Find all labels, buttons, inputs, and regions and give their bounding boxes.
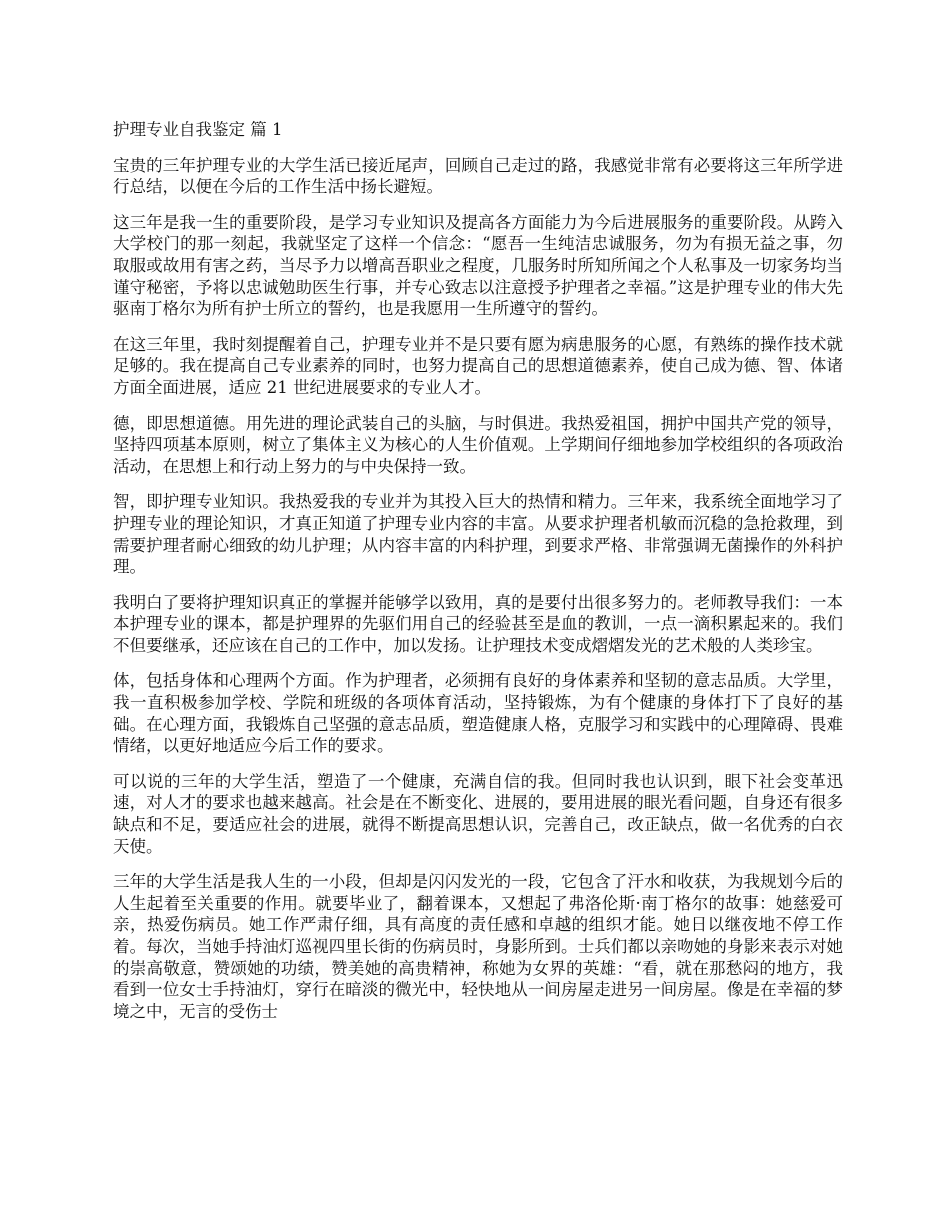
paragraph: 智，即护理专业知识。我热爱我的专业并为其投入巨大的热情和精力。三年来，我系统全面地学习了护理专业的理论知识，才真正知道了护理专业内容的丰富。从要求护理者机敏而沉稳的急抢救理，到需要护理者耐心细致的幼儿护理；从内容丰富的内科护理，到要求严格、非常强调无菌操作的外科护理。 <box>113 492 843 577</box>
paragraph: 宝贵的三年护理专业的大学生活已接近尾声，回顾自己走过的路，我感觉非常有必要将这三年所学进行总结，以便在今后的工作生活中扬长避短。 <box>113 155 843 197</box>
paragraph: 在这三年里，我时刻提醒着自己，护理专业并不是只要有愿为病患服务的心愿，有熟练的操作技术就足够的。我在提高自己专业素养的同时，也努力提高自己的思想道德素养，使自己成为德、智、体诸方面全面进展，适应 21 世纪进展要求的专业人才。 <box>113 334 843 397</box>
paragraph: 可以说的三年的大学生活，塑造了一个健康，充满自信的我。但同时我也认识到，眼下社会变革迅速，对人才的要求也越来越高。社会是在不断变化、进展的，要用进展的眼光看问题，自身还有很多缺点和不足，要适应社会的进展，就得不断提高思想认识，完善自己，改正缺点，做一名优秀的白衣天使。 <box>113 771 843 856</box>
paragraph: 这三年是我一生的重要阶段，是学习专业知识及提高各方面能力为今后进展服务的重要阶段。从跨入大学校门的那一刻起，我就坚定了这样一个信念：“愿吾一生纯洁忠诚服务，勿为有损无益之事，勿取服或故用有害之药，当尽予力以增高吾职业之程度，几服务时所知所闻之个人私事及一切家务均当谨守秘密，予将以忠诚勉助医生行事，并专心致志以注意授予护理者之幸福。”这是护理专业的伟大先驱南丁格尔为所有护士所立的誓约，也是我愿用一生所遵守的誓约。 <box>113 212 843 319</box>
paragraph: 三年的大学生活是我人生的一小段，但却是闪闪发光的一段，它包含了汗水和收获，为我规划今后的人生起着至关重要的作用。就要毕业了，翻着课本，又想起了弗洛伦斯·南丁格尔的故事：她慈爱可亲，热爱伤病员。她工作严肃仔细，具有高度的责任感和卓越的组织才能。她日以继夜地不停工作着。每次，当她手持油灯巡视四里长街的伤病员时，身影所到。士兵们都以亲吻她的身影来表示对她的崇高敬意，赞颂她的功绩，赞美她的高贵精神，称她为女界的英雄：“看，就在那愁闷的地方，我看到一位女士手持油灯，穿行在暗淡的微光中，轻快地从一间房屋走进另一间房屋。像是在幸福的梦境之中，无言的受伤士 <box>113 872 843 1021</box>
paragraph: 德，即思想道德。用先进的理论武装自己的头脑，与时俱进。我热爱祖国，拥护中国共产党的领导，坚持四项基本原则，树立了集体主义为核心的人生价值观。上学期间仔细地参加学校组织的各项政治活动，在思想上和行动上努力的与中央保持一致。 <box>113 413 843 476</box>
document-title: 护理专业自我鉴定 篇 1 <box>113 120 283 139</box>
document-page <box>113 119 843 1036</box>
paragraph: 我明白了要将护理知识真正的掌握并能够学以致用，真的是要付出很多努力的。老师教导我们：一本本护理专业的课本，都是护理界的先驱们用自己的经验甚至是血的教训，一点一滴积累起来的。我们不但要继承，还应该在自己的工作中，加以发扬。让护理技术变成熠熠发光的艺术般的人类珍宝。 <box>113 592 843 655</box>
paragraph: 体，包括身体和心理两个方面。作为护理者，必须拥有良好的身体素养和坚韧的意志品质。大学里，我一直积极参加学校、学院和班级的各项体育活动，坚持锻炼，为有个健康的身体打下了良好的基础。在心理方面，我锻炼自己坚强的意志品质，塑造健康人格，克服学习和实践中的心理障碍、畏难情绪，以更好地适应今后工作的要求。 <box>113 671 843 756</box>
